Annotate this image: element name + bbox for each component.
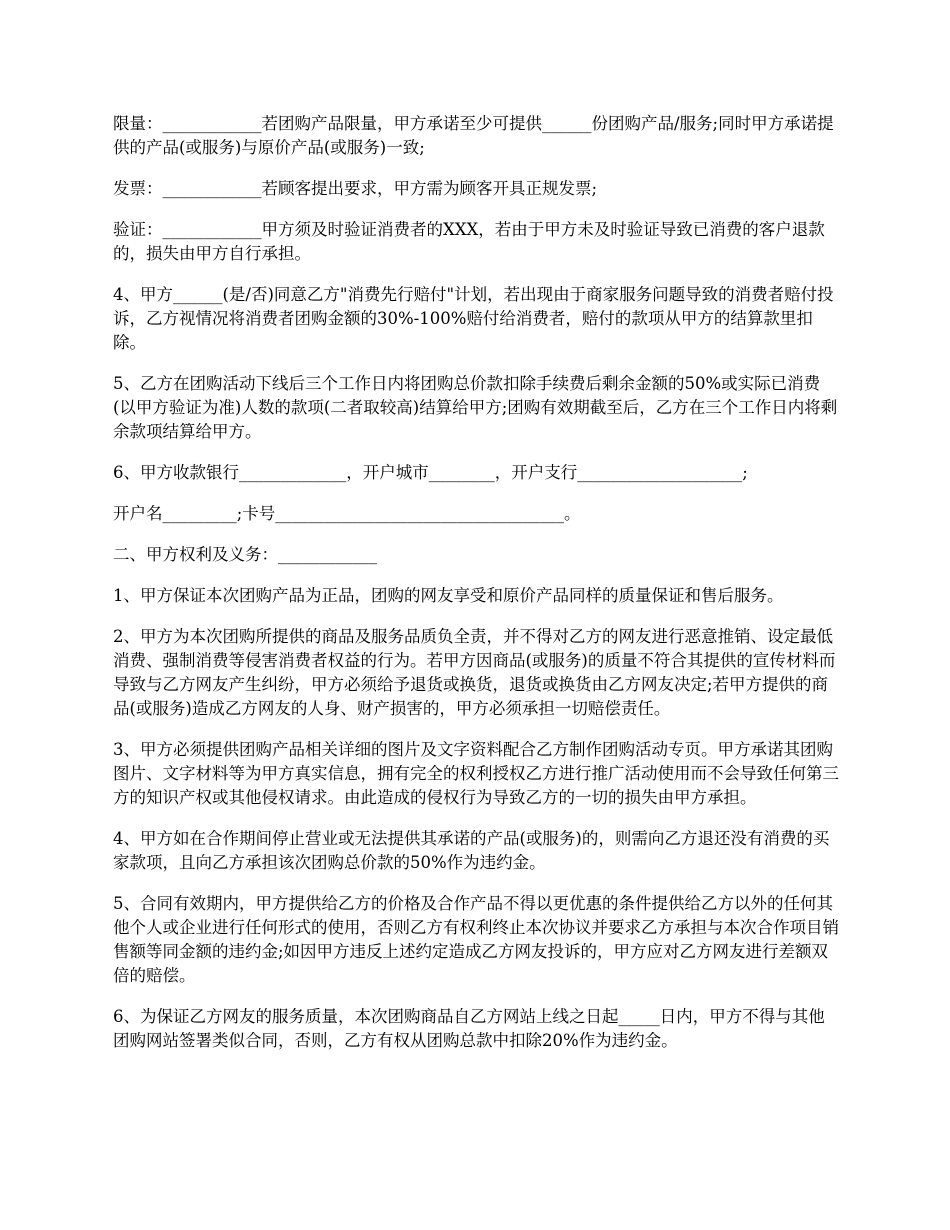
paragraph-clause-5-settlement: 5、乙方在团购活动下线后三个工作日内将团购总价款扣除手续费后剩余金额的50%或实际已消费(以甲方验证为准)人数的款项(二者取较高)结算给甲方;团购有效期截至后，乙方在三个工作日内将剩余款项结算给甲方。	[113, 374, 838, 441]
paragraph-rights-3: 3、甲方必须提供团购产品相关详细的图片及文字资料配合乙方制作团购活动专页。甲方承诺其团购图片、文字材料等为甲方真实信息，拥有完全的权利授权乙方进行推广活动使用而不会导致任何第三方的知识产权或其他侵权请求。由此造成的侵权行为导致乙方的一切的损失由甲方承担。	[113, 740, 839, 807]
paragraph-account: 开户名_________;卡号___________________________________。	[113, 504, 581, 523]
paragraph-limit: 限量：____________若团购产品限量，甲方承诺至少可提供______份团购产品/服务;同时甲方承诺提供的产品(或服务)与原价产品(或服务)一致;	[113, 114, 834, 157]
paragraph-rights-4: 4、甲方如在合作期间停止营业或无法提供其承诺的产品(或服务)的，则需向乙方退还没有消费的买家款项，且向乙方承担该次团购总价款的50%作为违约金。	[113, 829, 830, 872]
paragraph-rights-6: 6、为保证乙方网友的服务质量，本次团购商品自乙方网站上线之日起_____日内，甲方不得与其他团购网站签署类似合同，否则，乙方有权从团购总款中扣除20%作为违约金。	[113, 1007, 825, 1050]
paragraph-rights-5: 5、合同有效期内，甲方提供给乙方的价格及合作产品不得以更优惠的条件提供给乙方以外的任何其他个人或企业进行任何形式的使用，否则乙方有权利终止本次协议并要求乙方承担与本次合作项目销售额等同金额的违约金;如因甲方违反上述约定造成乙方网友投诉的，甲方应对乙方网友进行差额双倍的赔偿。	[113, 894, 839, 985]
paragraph-clause-6-bank: 6、甲方收款银行_____________，开户城市________，开户支行____________________;	[113, 463, 748, 482]
paragraph-clause-4-compensation: 4、甲方______(是/否)同意乙方"消费先行赔付"计划，若出现由于商家服务问题导致的消费者赔付投诉，乙方视情况将消费者团购金额的30%-100%赔付给消费者，赔付的款项从甲方的结算款里扣除。	[113, 285, 834, 352]
paragraph-rights-2: 2、甲方为本次团购所提供的商品及服务品质负全责，并不得对乙方的网友进行恶意推销、设定最低消费、强制消费等侵害消费者权益的行为。若甲方因商品(或服务)的质量不符合其提供的宣传材料而导致与乙方网友产生纠纷，甲方必须给予退货或换货，退货或换货由乙方网友决定;若甲方提供的商品(或服务)造成乙方网友的人身、财产损害的，甲方必须承担一切赔偿责任。	[113, 627, 836, 718]
paragraph-verification: 验证：____________甲方须及时验证消费者的XXX，若由于甲方未及时验证导致已消费的客户退款的，损失由甲方自行承担。	[113, 220, 825, 263]
paragraph-invoice: 发票：____________若顾客提出要求，甲方需为顾客开具正规发票;	[113, 179, 598, 198]
paragraph-rights-1: 1、甲方保证本次团购产品为正品，团购的网友享受和原价产品同样的质量保证和售后服务。	[113, 586, 784, 605]
section-heading-party-a-rights: 二、甲方权利及义务：____________	[113, 545, 377, 564]
